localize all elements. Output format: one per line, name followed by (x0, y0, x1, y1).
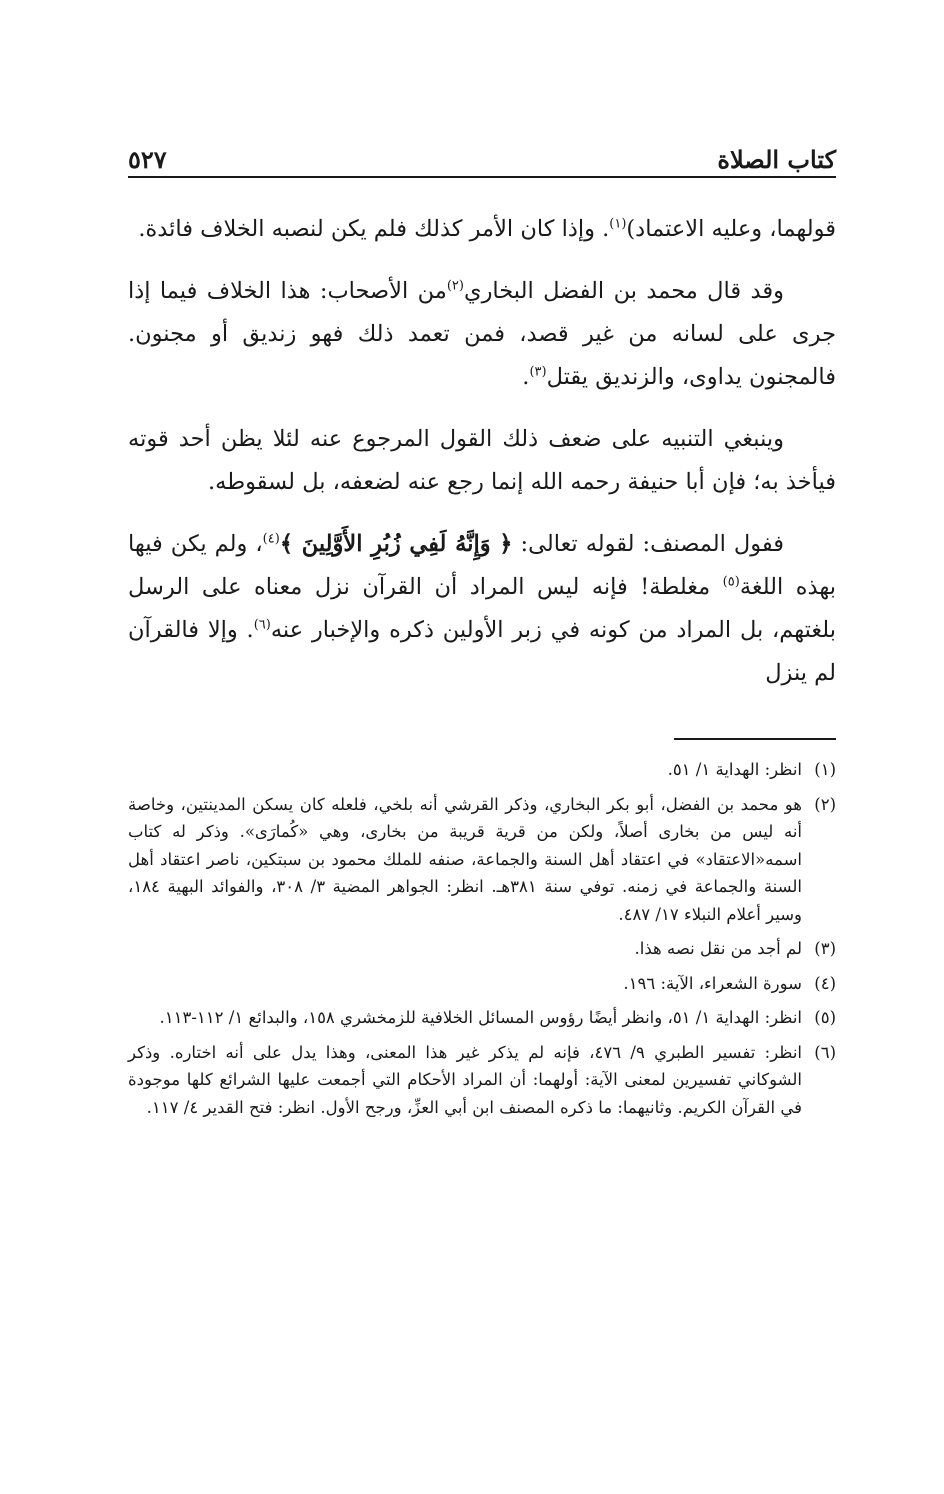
running-header (128, 130, 836, 174)
quran-verse: ﴿ وَإِنَّهُ لَفِي زُبُرِ الأَوَّلِينَ ﴾ (279, 531, 513, 557)
chapter-title: كتاب الصلاة (717, 145, 836, 174)
footnote-number: (١) (814, 760, 836, 779)
footnote-number: (٢) (814, 794, 836, 814)
footnote-divider (674, 738, 836, 740)
footnote-2 (128, 791, 836, 929)
footnote-number: (٣) (814, 939, 836, 958)
p3-text: وينبغي التنبيه على ضعف ذلك القول المرجوع عنه لئلا يظن أحد قوته فيأخذ به؛ فإن أبا حنيفة رحمه الله إنما رجع عنه لضعفه، بل لسقوطه. (128, 426, 836, 495)
footnote-text: انظر: تفسير الطبري ٩/ ٤٧٦، فإنه لم يذكر غير هذا المعنى، وهذا يدل على أنه اختاره. وذكر الشوكاني تفسيرين لمعنى الآية: أولهما: أن المراد الأحكام التي أجمعت عليها الشرائع كلها موجودة في القرآن الكريم. وثانيهما: ما ذكره المصنف ابن أبي العزِّ، ورجح الأول. انظر: فتح القدير ٤/ ١١٧. (128, 1042, 803, 1117)
p2-text-c: . (522, 364, 530, 390)
paragraph-2 (128, 270, 836, 399)
page-number: ٥٢٧ (128, 145, 167, 174)
footnote-ref-4: (٤) (262, 531, 280, 547)
paragraph-1 (128, 208, 836, 251)
paragraph-3 (128, 418, 836, 504)
footnote-ref-6: (٦) (253, 617, 271, 633)
footnote-text: سورة الشعراء، الآية: ١٩٦. (623, 973, 802, 993)
footnote-text: انظر: الهداية ١/ ٥١. (667, 760, 802, 779)
footnote-4 (128, 970, 836, 998)
footnote-ref-3: (٣) (529, 364, 547, 380)
footnote-3 (128, 935, 836, 963)
footnote-text: انظر: الهداية ١/ ٥١، وانظر أيضًا رؤوس المسائل الخلافية للزمخشري ١٥٨، والبدائع ١/ ١١٢-١١٣. (159, 1008, 802, 1027)
p4-text-d: . وإلا فالقرآن لم ينزل (128, 617, 836, 686)
footnote-ref-5: (٥) (722, 574, 740, 590)
footnote-1 (128, 756, 836, 784)
p2-text-a: وقد قال محمد بن الفضل البخاري (463, 278, 784, 304)
p1-text-b: . وإذا كان الأمر كذلك فلم يكن لنصبه الخلاف فائدة. (138, 216, 610, 242)
footnote-number: (٥) (814, 1008, 836, 1027)
paragraph-4 (128, 523, 836, 695)
p4-text-b: ، ولم يكن فيها بهذه اللغة (128, 531, 836, 600)
p4-text-a: ففول المصنف: لقوله تعالى: (512, 531, 784, 557)
footnote-6 (128, 1039, 836, 1122)
footnote-text: هو محمد بن الفضل، أبو بكر البخاري، وذكر القرشي أنه بلخي، فلعله كان يسكن المدينتين، وخاصة أنه ليس من بخارى أصلاً، ولكن من قرية قريبة من بخارى، وهي «كُمارَى». وذكر له كتاب اسمه«الاعتقاد» في اعتقاد أهل السنة والجماعة، صنفه للملك محمود بن سبتكين، ناصر اعتقاد أهل السنة والجماعة في زمنه. توفي سنة ٣٨١هـ. انظر: الجواهر المضية ٣/ ٣٠٨، والفوائد البهية ١٨٤، وسير أعلام النبلاء ١٧/ ٤٨٧. (128, 794, 802, 924)
footnote-ref-1: (١) (609, 216, 627, 232)
footnote-ref-2: (٢) (446, 278, 464, 294)
p2-text-b: من الأصحاب: هذا الخلاف فيما إذا جرى على لسانه من غير قصد، فمن تعمد ذلك فهو زنديق أو مجنون. فالمجنون يداوى، والزنديق يقتل (128, 278, 836, 390)
header-divider (128, 176, 836, 178)
footnotes-section (128, 756, 836, 1128)
footnote-number: (٤) (814, 973, 836, 993)
p4-text-c: مغلطة! فإنه ليس المراد أن القرآن نزل معناه على الرسل بلغتهم، بل المراد من كونه في زبر الأولين ذكره والإخبار عنه (128, 574, 836, 643)
p1-text-a: قولهما، وعليه الاعتماد) (626, 216, 836, 242)
footnote-text: لم أجد من نقل نصه هذا. (634, 939, 802, 958)
main-text (128, 208, 836, 714)
footnote-5 (128, 1004, 836, 1032)
footnote-number: (٦) (814, 1042, 836, 1062)
